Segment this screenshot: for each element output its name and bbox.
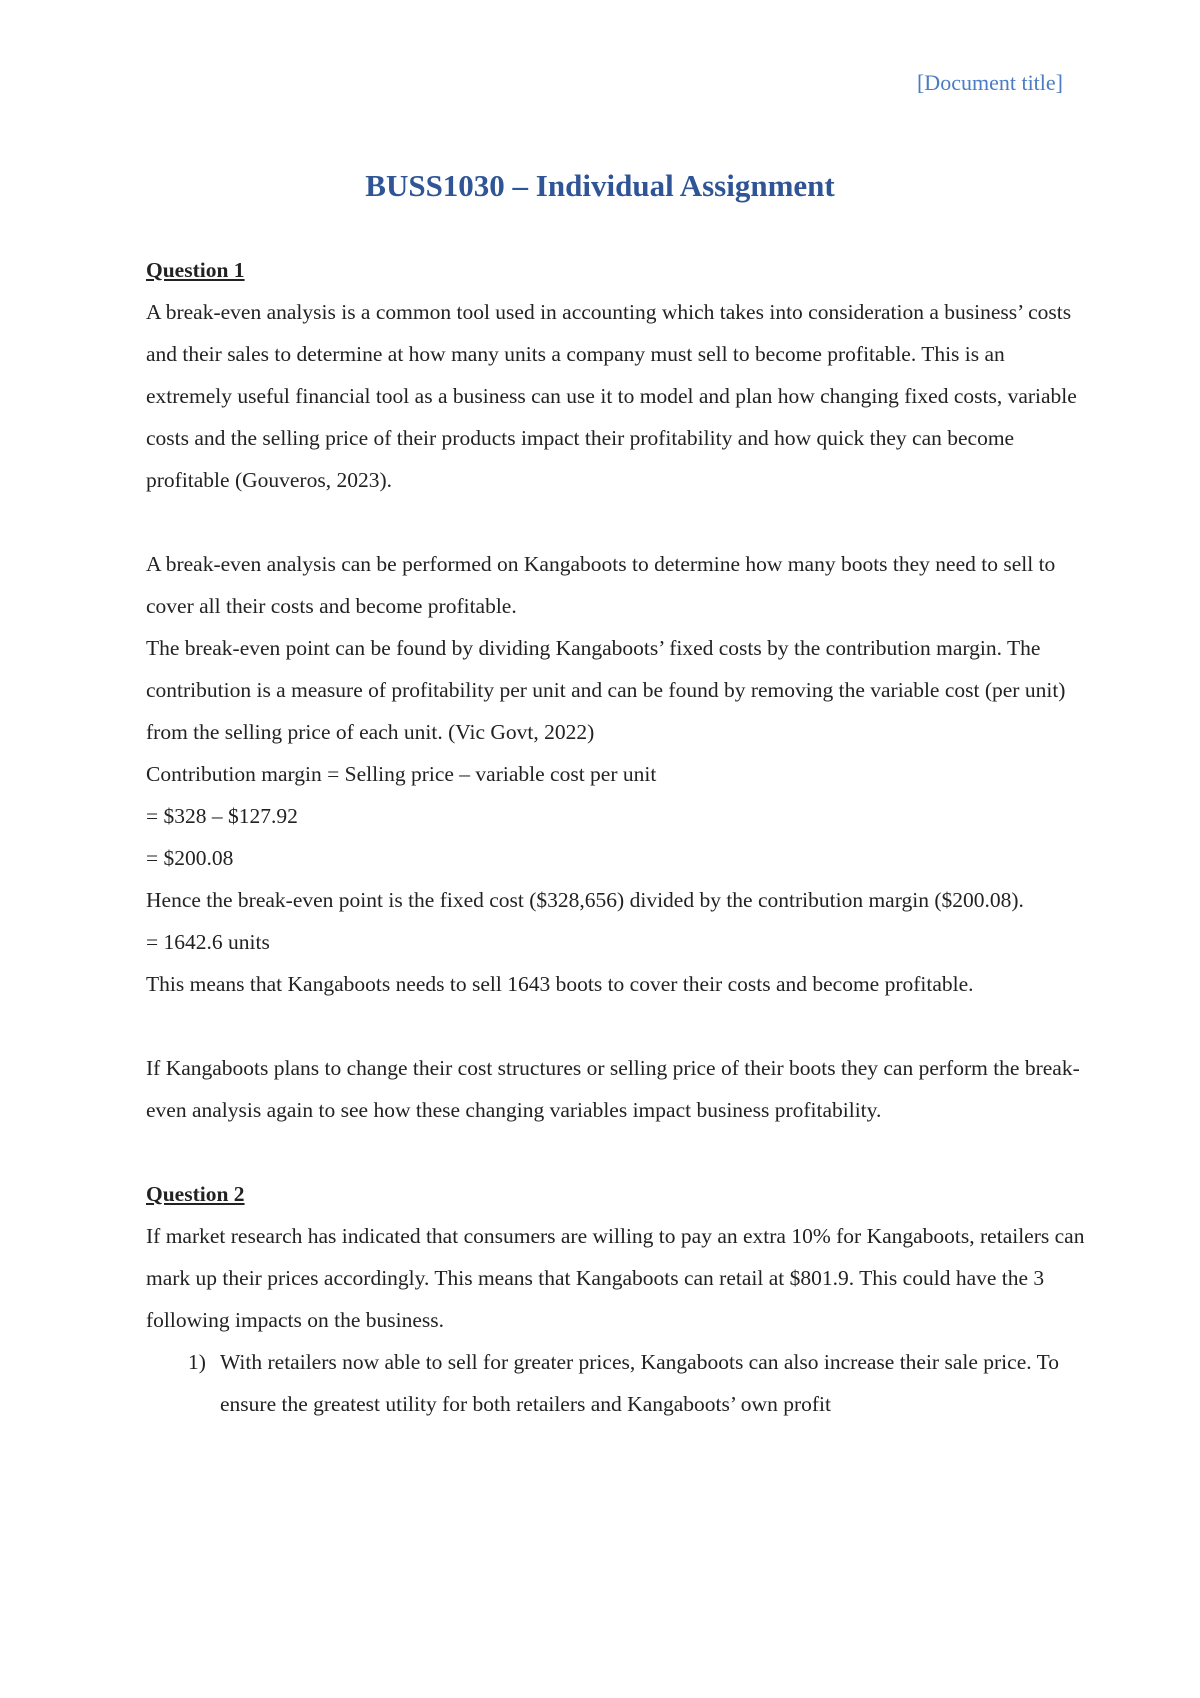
paragraph: If Kangaboots plans to change their cost structures or selling price of their boots they can perform the break-even analysis again to see how these changing variables impact business profitability. <box>146 1056 1080 1122</box>
paragraph: The break-even point can be found by dividing Kangaboots’ fixed costs by the contribution margin. The contribution is a measure of profitability per unit and can be found by removing the variable cost (per unit) from the selling price of each unit. (Vic Govt, 2022) <box>146 636 1066 744</box>
formula-line: Contribution margin = Selling price – variable cost per unit <box>146 762 657 786</box>
paragraph: A break-even analysis is a common tool used in accounting which takes into consideration a business’ costs and their sales to determine at how many units a company must sell to become profitable. This is an extremely useful financial tool as a business can use it to model and plan how changing fixed costs, variable costs and the selling price of their products impact their profitability and how quick they can become profitable (Gouveros, 2023). <box>146 300 1077 492</box>
header-document-title: [Document title] <box>916 70 1063 95</box>
list-item <box>146 1341 1086 1425</box>
paragraph: This means that Kangaboots needs to sell 1643 boots to cover their costs and become profitable. <box>146 972 974 996</box>
blank-line <box>146 1131 1086 1173</box>
list-item-number: 1) <box>188 1350 206 1374</box>
question-2-heading: Question 2 <box>146 1182 245 1206</box>
list-item-text: With retailers now able to sell for greater prices, Kangaboots can also increase their sale price. To ensure the greatest utility for both retailers and Kangaboots’ own profit <box>220 1350 1059 1416</box>
document-body <box>146 249 1086 1425</box>
formula-line: = 1642.6 units <box>146 930 270 954</box>
paragraph: If market research has indicated that consumers are willing to pay an extra 10% for Kangaboots, retailers can mark up their prices accordingly. This means that Kangaboots can retail at $801.9. This could have the 3 following impacts on the business. <box>146 1224 1085 1332</box>
question-1-heading: Question 1 <box>146 258 245 282</box>
page-title: BUSS1030 – Individual Assignment <box>365 168 835 203</box>
blank-line <box>146 501 1086 543</box>
formula-line: = $200.08 <box>146 846 234 870</box>
formula-line: = $328 – $127.92 <box>146 804 298 828</box>
paragraph: Hence the break-even point is the fixed cost ($328,656) divided by the contribution margin ($200.08). <box>146 888 1024 912</box>
blank-line <box>146 1005 1086 1047</box>
paragraph: A break-even analysis can be performed on Kangaboots to determine how many boots they need to sell to cover all their costs and become profitable. <box>146 552 1056 618</box>
